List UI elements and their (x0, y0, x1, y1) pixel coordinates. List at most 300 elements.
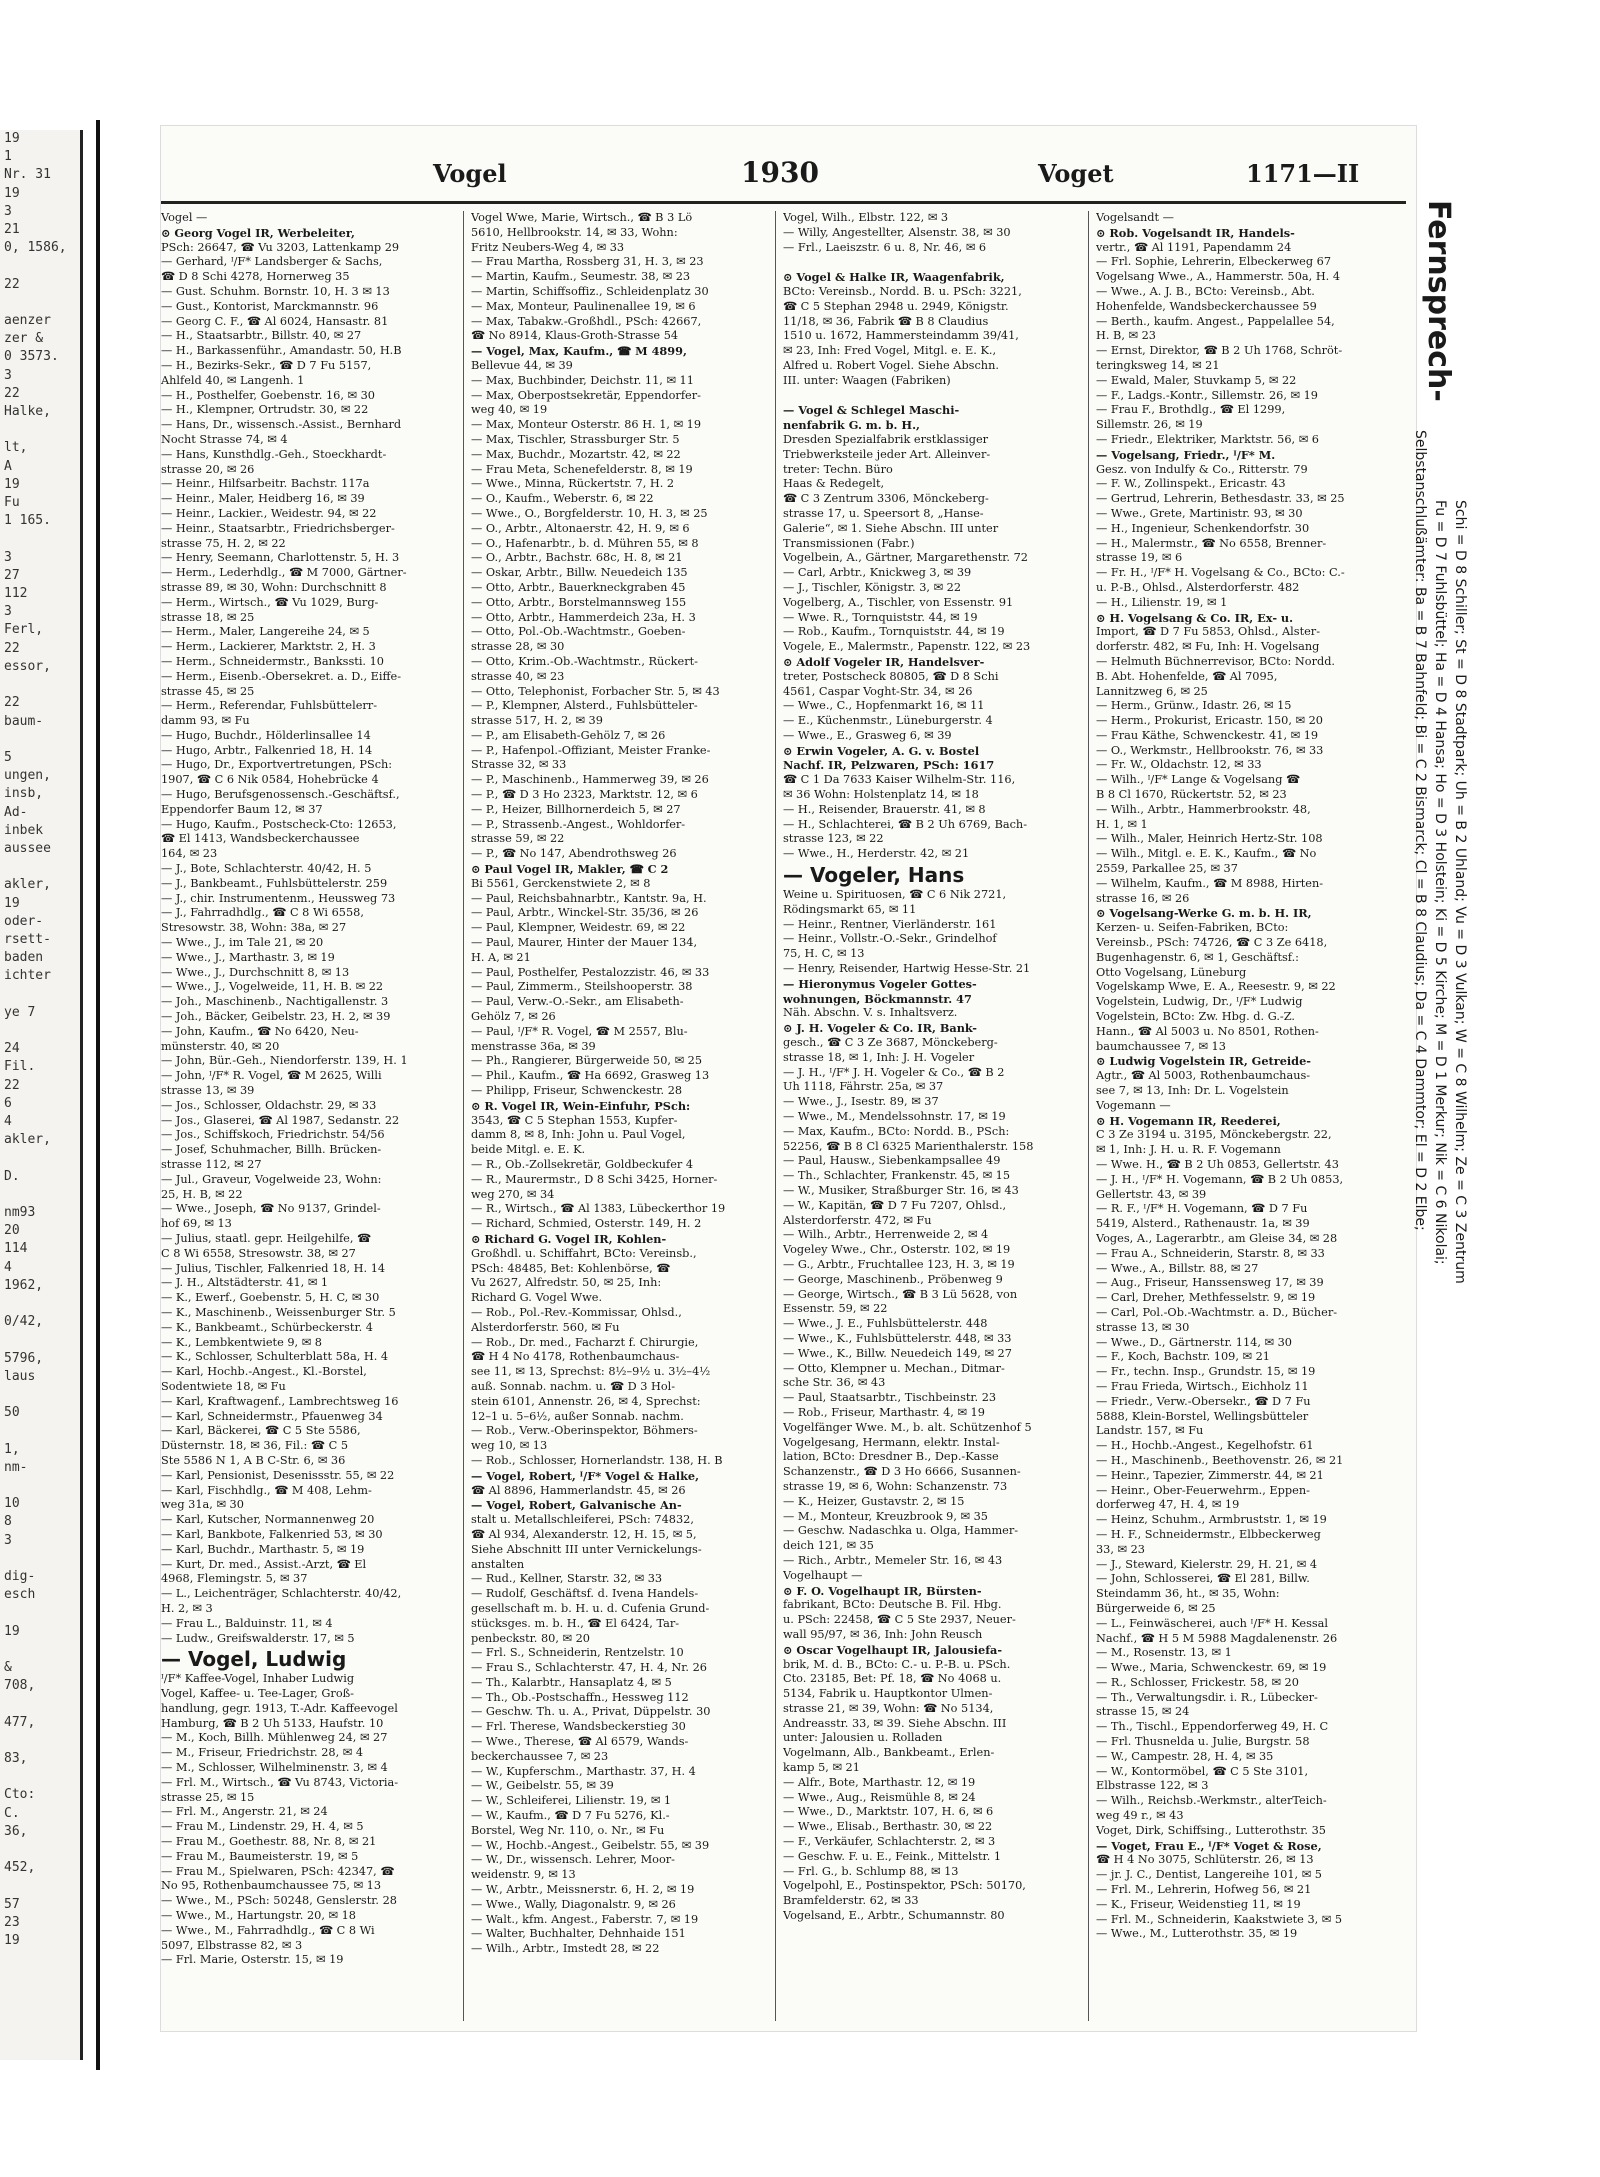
directory-entry-line: — Wwe., Wally, Diagonalstr. 9, ✉ 26 (471, 1897, 676, 1911)
side-title: Fernsprech- (1421, 200, 1456, 402)
directory-entry-line: — Friedr., Verw.-Obersekr., ☎ D 7 Fu (1096, 1394, 1311, 1408)
directory-entry-line: ⊙ Rob. Vogelsandt IR, Handels- (1096, 225, 1295, 240)
directory-entry-line: ⊙ Erwin Vogeler, A. G. v. Bostel (783, 743, 980, 758)
directory-entry-line: Triebwerksteile jeder Art. Alleinver- (783, 447, 991, 461)
directory-entry-line: treter, Postscheck 80805, ☎ D 8 Schi (783, 669, 999, 683)
adjacent-page-fragment: Nr. 31 (4, 167, 51, 183)
directory-entry-line: — Rob., Friseur, Marthastr. 4, ✉ 19 (783, 1405, 985, 1419)
directory-entry-line: — Wwe., M., Lutterothstr. 35, ✉ 19 (1096, 1927, 1298, 1941)
directory-entry-line: ⊙ Ludwig Vogelstein IR, Getreide- (1096, 1054, 1311, 1069)
directory-entry-line: — J. H., ᴵ/F* H. Vogemann, ☎ B 2 Uh 0853, (1096, 1172, 1344, 1186)
directory-entry-line: ⊙ H. Vogemann IR, Reederei, (1096, 1113, 1281, 1128)
directory-entry-line: — Frl. S., Schneiderin, Rentzelstr. 10 (471, 1646, 684, 1660)
directory-entry-line: Bi 5561, Gerckenstwiete 2, ✉ 8 (471, 876, 651, 890)
directory-entry-line: — Wwe., K., Billw. Neuedeich 149, ✉ 27 (783, 1346, 1012, 1360)
directory-entry-line: — Walter, Buchhalter, Dehnhaide 151 (471, 1927, 686, 1941)
directory-entry-line: — Wwe., Grete, Martinistr. 93, ✉ 30 (1096, 506, 1303, 520)
directory-entry-line: — M., Schlosser, Wilhelminenstr. 3, ✉ 4 (161, 1761, 388, 1775)
directory-entry-line: 4968, Flemingstr. 5, ✉ 37 (161, 1572, 308, 1586)
adjacent-page-fragment: 22 (4, 1077, 20, 1093)
adjacent-page-fragment: & (4, 1660, 12, 1676)
directory-entry-line: Vogel — (161, 211, 208, 224)
directory-entry-line: — Hugo, Arbtr., Falkenried 18, H. 14 (161, 743, 373, 757)
directory-entry-line: Schanzenstr., ☎ D 3 Ho 6666, Susannen- (783, 1465, 1021, 1479)
adjacent-page-fragment (0, 1604, 80, 1622)
adjacent-page-fragment: 21 (4, 222, 20, 238)
directory-entry-line: Alsterdorferstr. 472, ✉ Fu (783, 1213, 932, 1227)
directory-entry-line: — Otto, Arbtr., Hammerdeich 23a, H. 3 (471, 610, 696, 624)
directory-entry-line: strasse 89, ✉ 30, Wohn: Durchschnitt 8 (161, 580, 387, 594)
directory-entry-line: — Alfr., Bote, Marthastr. 12, ✉ 19 (783, 1775, 976, 1789)
directory-entry-line: — Frl., Laeiszstr. 6 u. 8, Nr. 46, ✉ 6 (783, 240, 987, 254)
directory-entry-line: — Wwe., Elisab., Berthastr. 30, ✉ 22 (783, 1820, 993, 1834)
directory-entry-line: — Wwe., Therese, ☎ Al 6579, Wands- (471, 1735, 689, 1749)
directory-entry-line: PSch: 48485, Bet: Kohlenbörse, ☎ (471, 1261, 671, 1275)
adjacent-page-fragment: 23 (4, 1914, 20, 1930)
directory-entry-line: Agtr., ☎ Al 5003, Rothenbaumchaus- (1096, 1069, 1311, 1083)
directory-entry-line: — J. H., ᴵ/F* J. H. Vogeler & Co., ☎ B 2 (783, 1065, 1005, 1079)
directory-entry-line: — Wwe., E., Grasweg 6, ✉ 39 (783, 728, 952, 742)
directory-entry-line: — W., Kapitän, ☎ D 7 Fu 7207, Ohlsd., (783, 1198, 1007, 1212)
directory-entry-line: — Frl. M., Schneiderin, Kaakstwiete 3, ✉ 5 (1096, 1912, 1343, 1926)
directory-entry-line: treter: Techn. Büro (783, 462, 893, 476)
directory-entry-line: — Wwe., M., PSch: 50248, Genslerstr. 28 (161, 1894, 397, 1908)
directory-entry-line: H. 1, ✉ 1 (1096, 817, 1148, 831)
directory-entry-line: Lannitzweg 6, ✉ 25 (1096, 684, 1208, 698)
directory-entry-line: — Heinr., Rentner, Vierländerstr. 161 (783, 917, 997, 931)
directory-entry-line: — Herm., Prokurist, Ericastr. 150, ✉ 20 (1096, 714, 1323, 728)
adjacent-page-fragment: 112 (4, 586, 28, 602)
directory-entry-line: Hann., ☎ Al 5003 u. No 8501, Rothen- (1096, 1024, 1319, 1038)
directory-entry-line: — Wwe., O., Borgfelderstr. 10, H. 3, ✉ 25 (471, 506, 708, 520)
directory-entry-line: — Willy, Angestellter, Alsenstr. 38, ✉ 30 (783, 225, 1011, 239)
directory-entry-line: — P., Strassenb.-Angest., Wohldorfer- (471, 817, 686, 831)
directory-entry-line: B 8 Cl 1670, Rückertstr. 52, ✉ 23 (1096, 788, 1287, 802)
directory-entry-line: — Herm., Wirtsch., ☎ Vu 1029, Burg- (161, 595, 379, 609)
directory-entry-line: — Frau S., Schlachterstr. 47, H. 4, Nr. 26 (471, 1661, 707, 1675)
directory-entry-line: — Frau Frieda, Wirtsch., Eichholz 11 (1096, 1379, 1309, 1393)
adjacent-page-fragment (0, 1331, 80, 1349)
directory-entry-line: strasse 517, H. 2, ✉ 39 (471, 714, 603, 728)
adjacent-page-fragment: dig- (4, 1569, 36, 1585)
adjacent-page-fragment: aussee (4, 840, 51, 856)
adjacent-page-fragment: 8 (4, 1514, 12, 1530)
directory-entry-line: 5610, Hellbrookstr. 14, ✉ 33, Wohn: (471, 225, 678, 239)
directory-entry-line: Ste 5586 N 1, A B C-Str. 6, ✉ 36 (161, 1453, 346, 1467)
directory-entry-line: — H., Barkassenführ., Amandastr. 50, H.B (161, 344, 402, 358)
directory-entry-line: strasse 16, ✉ 26 (1096, 891, 1190, 905)
directory-entry-line: — M., Koch, Billh. Mühlenweg 24, ✉ 27 (161, 1731, 388, 1745)
directory-entry-line: ☎ Al 8896, Hammerlandstr. 45, ✉ 26 (471, 1483, 686, 1497)
adjacent-page-fragment (0, 294, 80, 312)
column-1 (161, 211, 453, 2021)
directory-entry-line: — F., Koch, Bachstr. 109, ✉ 21 (1096, 1350, 1270, 1364)
directory-entry-line: — W., Kontormöbel, ☎ C 5 Ste 3101, (1096, 1764, 1309, 1778)
column-3 (783, 211, 1075, 2021)
directory-entry-line: H. 2, ✉ 3 (161, 1601, 213, 1615)
directory-entry-line: — Fr. H., ᴵ/F* H. Vogelsang & Co., BCto: C.- (1096, 566, 1345, 580)
adjacent-page-fragment (0, 858, 80, 876)
directory-entry-line: — Frau M., Lindenstr. 29, H. 4, ✉ 5 (161, 1820, 364, 1834)
adjacent-page-fragment: 36, (4, 1823, 28, 1839)
directory-entry-line: — Geschw. Th. u. A., Privat, Düppelstr. 30 (471, 1705, 711, 1719)
column-divider (463, 211, 464, 2021)
directory-entry-line: — Wilh., Reichsb.-Werkmstr., alterTeich- (1096, 1794, 1327, 1808)
directory-entry-line: Steindamm 36, ht., ✉ 35, Wohn: (1096, 1587, 1280, 1601)
directory-entry-line: damm 93, ✉ Fu (161, 714, 250, 728)
adjacent-page-fragment: ungen, (4, 768, 51, 784)
directory-entry-line: see 11, ✉ 13, Sprechst: 8½–9½ u. 3½–4½ (471, 1365, 711, 1379)
directory-entry-line: Bugenhagenstr. 6, ✉ 1, Geschäftsf.: (1096, 950, 1299, 964)
directory-entry-line: B. Abt. Hohenfelde, ☎ Al 7095, (1096, 669, 1278, 683)
adjacent-page-fragment: 27 (4, 567, 20, 583)
directory-entry-line: — R., Schlosser, Frickestr. 58, ✉ 20 (1096, 1675, 1299, 1689)
directory-entry-line: — Karl, Pensionist, Desenissstr. 55, ✉ 22 (161, 1468, 395, 1482)
directory-entry-line: — W., Schleiferei, Lilienstr. 19, ✉ 1 (471, 1794, 672, 1808)
directory-entry-line: — Wwe., K., Fuhlsbüttelerstr. 448, ✉ 33 (783, 1331, 1012, 1345)
directory-entry-line: — H. F., Schneidermstr., Elbbeckerweg (1096, 1527, 1321, 1541)
directory-entry-line: ☎ Al 934, Alexanderstr. 12, H. 15, ✉ 5, (471, 1527, 697, 1541)
adjacent-page-fragment: nm93 (4, 1204, 36, 1220)
directory-entry-line: — Carl, Dreher, Methfesselstr. 9, ✉ 19 (1096, 1291, 1316, 1305)
adjacent-page-fragment: 10 (4, 1496, 20, 1512)
directory-entry-line: damm 8, ✉ 8, Inh: John u. Paul Vogel, (471, 1128, 686, 1142)
column-2 (471, 211, 763, 2021)
directory-entry-line: sche Str. 36, ✉ 43 (783, 1376, 886, 1390)
side-margin-legend (1412, 200, 1472, 1700)
directory-entry-line: — Rob., Schlosser, Hornerlandstr. 138, H. B (471, 1453, 723, 1467)
directory-page (160, 125, 1417, 2032)
adjacent-page-fragment: zer & (4, 331, 44, 347)
adjacent-page-fragment: 22 (4, 385, 20, 401)
directory-entry-line: Weine u. Spirituosen, ☎ C 6 Nik 2721, (783, 888, 1007, 902)
directory-entry-line: nenfabrik G. m. b. H., (783, 418, 920, 433)
adjacent-page-fragment (0, 1022, 80, 1040)
entry-columns (161, 211, 1401, 2021)
directory-entry-line: — Berth., kaufm. Angest., Pappelallee 54, (1096, 314, 1335, 328)
adjacent-page-fragment: 57 (4, 1896, 20, 1912)
adjacent-page-fragment: 1962, (4, 1277, 44, 1293)
directory-entry-line: — Gertrud, Lehrerin, Bethesdastr. 33, ✉ 25 (1096, 492, 1345, 506)
directory-entry-line: — M., Monteur, Kreuzbrook 9, ✉ 35 (783, 1509, 988, 1523)
directory-entry-line: Großhdl. u. Schiffahrt, BCto: Vereinsb., (471, 1246, 697, 1260)
directory-entry-line: — Wwe. R., Tornquiststr. 44, ✉ 19 (783, 610, 978, 624)
directory-entry-line: Transmissionen (Fabr.) (783, 536, 915, 550)
directory-entry-line: — Julius, Tischler, Falkenried 18, H. 14 (161, 1261, 386, 1275)
directory-entry-line: — Heinr., Vollstr.-O.-Sekr., Grindelhof (783, 932, 997, 946)
directory-entry-line: 5419, Alsterd., Rathenaustr. 1a, ✉ 39 (1096, 1217, 1310, 1231)
directory-entry-line: — Martin, Kaufm., Seumestr. 38, ✉ 23 (471, 270, 691, 284)
directory-entry-line: — Heinr., Hilfsarbeitr. Bachstr. 117a (161, 477, 370, 491)
directory-entry-line: Vogelhaupt — (783, 1568, 863, 1582)
directory-entry-line: — Wwe., J., im Tale 21, ✉ 20 (161, 936, 324, 950)
adjacent-page-fragment: 83, (4, 1751, 28, 1767)
directory-entry-line: Ahlfeld 40, ✉ Langenh. 1 (161, 373, 305, 387)
directory-entry-line: — Wwe., C., Hopfenmarkt 16, ✉ 11 (783, 699, 985, 713)
directory-entry-line: — Karl, Bankbote, Falkenried 53, ✉ 30 (161, 1527, 383, 1541)
adjacent-page-fragment: rsett- (4, 931, 51, 947)
directory-entry-line: 52256, ☎ B 8 Cl 6325 Marienthalerstr. 158 (783, 1139, 1034, 1153)
directory-entry-line: H. A, ✉ 21 (471, 950, 531, 964)
directory-entry-line: BCto: Vereinsb., Nordd. B. u. PSch: 3221, (783, 284, 1022, 298)
directory-entry-line: 25, H. B, ✉ 22 (161, 1187, 243, 1201)
directory-entry-line: — Paul, Hausw., Siebenkampsallee 49 (783, 1154, 1001, 1168)
directory-entry-line: — Herm., Referendar, Fuhlsbüttelerr- (161, 699, 378, 713)
directory-entry-line: — Wwe., M., Mendelssohnstr. 17, ✉ 19 (783, 1110, 1006, 1124)
directory-entry-line: — Wilhelm, Kaufm., ☎ M 8988, Hirten- (1096, 876, 1324, 890)
directory-entry-line: — O., Arbtr., Bachstr. 68c, H. 8, ✉ 21 (471, 551, 683, 565)
directory-entry-line: — Max, Monteur, Paulinenallee 19, ✉ 6 (471, 299, 696, 313)
adjacent-page-fragment: 1, (4, 1441, 20, 1457)
directory-entry-line: — Vogelsang, Friedr., ᴵ/F* M. (1096, 447, 1276, 462)
directory-entry-line: — Heinz, Schuhm., Armbruststr. 1, ✉ 19 (1096, 1513, 1327, 1527)
directory-entry-line: hof 69, ✉ 13 (161, 1217, 232, 1231)
directory-entry-line: — E., Küchenmstr., Lüneburgerstr. 4 (783, 714, 993, 728)
directory-entry-line: weg 31a, ✉ 30 (161, 1498, 244, 1512)
directory-entry-line: strasse 18, ✉ 25 (161, 610, 255, 624)
directory-entry-line: — Otto, Pol.-Ob.-Wachtmstr., Goeben- (471, 625, 686, 639)
directory-entry-line: — M., Rosenstr. 13, ✉ 1 (1096, 1646, 1232, 1660)
directory-entry-line: — Joh., Bäcker, Geibelstr. 23, H. 2, ✉ 39 (161, 1010, 391, 1024)
directory-entry-line: ⊙ Vogel & Halke IR, Waagenfabrik, (783, 270, 1005, 285)
directory-entry-line: — Paul, Klempner, Weidestr. 69, ✉ 22 (471, 921, 686, 935)
directory-entry-line: ⊙ Paul Vogel IR, Makler, ☎ C 2 (471, 862, 669, 877)
directory-entry-line: — Heinr., Staatsarbtr., Friedrichsberger- (161, 521, 395, 535)
directory-entry-line: — John, Schlosserei, ☎ El 281, Billw. (1096, 1572, 1310, 1586)
directory-entry-line: — Frau M., Baumeisterstr. 19, ✉ 5 (161, 1849, 359, 1863)
adjacent-page-fragment: 3 (4, 1532, 12, 1548)
adjacent-page-fragment: Fu (4, 495, 20, 511)
directory-entry-line: — Gust., Kontorist, Marckmannstr. 96 (161, 299, 379, 313)
directory-entry-line: wall 95/97, ✉ 36, Inh: John Reusch (783, 1627, 983, 1641)
directory-entry-line: Vogelskamp Wwe, E. A., Reesestr. 9, ✉ 22 (1096, 980, 1336, 994)
directory-entry-line: Richard G. Vogel Wwe. (471, 1291, 603, 1305)
directory-entry-line: — J., chir. Instrumentenm., Heussweg 73 (161, 891, 396, 905)
directory-entry-line: Bramfelderstr. 62, ✉ 33 (783, 1894, 919, 1908)
directory-entry-line: C 8 Wi 6558, Stresowstr. 38, ✉ 27 (161, 1246, 356, 1260)
directory-entry-line: Elbstrasse 122, ✉ 3 (1096, 1779, 1209, 1793)
directory-entry-line: — Otto, Telephonist, Forbacher Str. 5, ✉ 43 (471, 684, 720, 698)
adjacent-page-fragment: 19 (4, 131, 20, 146)
adjacent-page-fragment: inbek (4, 822, 44, 838)
directory-entry-line: — W., Musiker, Straßburger Str. 16, ✉ 43 (783, 1184, 1019, 1197)
directory-entry-line: — K., Heizer, Gustavstr. 2, ✉ 15 (783, 1494, 965, 1508)
adjacent-page-fragment: 0/42, (4, 1314, 44, 1330)
directory-entry-line: — Paul, Reichsbahnarbtr., Kantstr. 9a, H. (471, 891, 707, 905)
directory-entry-line: — H., Ingenieur, Schenkendorfstr. 30 (1096, 521, 1310, 535)
adjacent-page-fragment: 4 (4, 1113, 12, 1129)
directory-entry-line: Sodentwiete 18, ✉ Fu (161, 1379, 286, 1393)
directory-entry-line: — Wwe., Maria, Schwenckestr. 69, ✉ 19 (1096, 1661, 1327, 1675)
adjacent-page-fragment: 19 (4, 895, 20, 911)
directory-entry-line: — Frl. M., Lehrerin, Hofweg 56, ✉ 21 (1096, 1883, 1312, 1897)
directory-entry-line: Vogelsand, E., Arbtr., Schumannstr. 80 (783, 1909, 1005, 1923)
directory-entry-line: — Otto, Krim.-Ob.-Wachtmstr., Rückert- (471, 654, 698, 668)
directory-entry-line: — H., Lilienstr. 19, ✉ 1 (1096, 595, 1228, 609)
adjacent-page-fragment: 19 (4, 185, 20, 201)
directory-entry-line: — Heinr., Ober-Feuerwehrm., Eppen- (1096, 1483, 1310, 1497)
side-line-2: Fu = D 7 Fuhlsbüttel; Ha = D 4 Hansa; Ho = D 3 Holstein; Ki = D 5 Kirche; M = D 1 Merkur; Nik = C 6 Nikolai; (1432, 500, 1448, 1265)
directory-entry-line: 164, ✉ 23 (161, 847, 218, 861)
directory-entry-line: — Vogel, Max, Kaufm., ☎ M 4899, (471, 344, 687, 359)
adjacent-page-fragment: Fil. (4, 1059, 36, 1075)
directory-entry-line: münsterstr. 40, ✉ 20 (161, 1039, 280, 1053)
directory-entry-line: — Otto, Arbtr., Borstelmannsweg 155 (471, 595, 687, 609)
directory-entry-line: III. unter: Waagen (Fabriken) (783, 373, 951, 387)
directory-entry-line: Vu 2627, Alfredstr. 50, ✉ 25, Inh: (471, 1276, 662, 1290)
directory-entry-line: Import, ☎ D 7 Fu 5853, Ohlsd., Alster- (1096, 625, 1321, 639)
directory-entry-line: strasse 45, ✉ 25 (161, 684, 255, 698)
directory-entry-line: — L., Leichenträger, Schlachterstr. 40/42, (161, 1587, 402, 1601)
directory-entry-line: — jr. J. C., Dentist, Langereihe 101, ✉ 5 (1096, 1868, 1322, 1882)
directory-entry-line: PSch: 26647, ☎ Vu 3203, Lattenkamp 29 (161, 240, 400, 254)
directory-entry-line: — Voget, Frau E., ᴵ/F* Voget & Rose, (1096, 1838, 1322, 1853)
directory-entry-line: — Ewald, Maler, Stuvkamp 5, ✉ 22 (1096, 373, 1297, 387)
directory-entry-line: — Heinr., Tapezier, Zimmerstr. 44, ✉ 21 (1096, 1468, 1324, 1482)
adjacent-page-fragment: 3 (4, 549, 12, 565)
adjacent-page-fragment: 3 (4, 367, 12, 383)
adjacent-page-fragment (0, 1878, 80, 1896)
directory-entry-line: — George, Wirtsch., ☎ B 3 Lü 5628, von (783, 1287, 1018, 1301)
adjacent-page-fragment (0, 1550, 80, 1568)
directory-entry-line: — Frau Käthe, Schwenckestr. 41, ✉ 19 (1096, 728, 1319, 742)
directory-entry-line: — K., Bankbeamt., Schürbeckerstr. 4 (161, 1320, 373, 1334)
directory-entry-line: strasse 40, ✉ 23 (471, 669, 565, 683)
directory-entry-line: — Paul, ᴵ/F* R. Vogel, ☎ M 2557, Blu- (471, 1024, 688, 1038)
adjacent-page-fragment: 6 (4, 1095, 12, 1111)
header-year: 1930 (741, 156, 819, 189)
directory-entry-line: ⊙ Vogelsang-Werke G. m. b. H. IR, (1096, 906, 1312, 921)
adjacent-page-fragment (0, 1386, 80, 1404)
adjacent-page-fragment (0, 1641, 80, 1659)
directory-entry-line: 4561, Caspar Voght-Str. 34, ✉ 26 (783, 684, 973, 698)
directory-entry-line: — P., Klempner, Alsterd., Fuhlsbütteler- (471, 699, 698, 713)
adjacent-page-fragment (0, 1768, 80, 1786)
directory-entry-line: — Ph., Rangierer, Bürgerweide 50, ✉ 25 (471, 1054, 703, 1068)
directory-entry-line: — H., Reisender, Brauerstr. 41, ✉ 8 (783, 802, 986, 816)
directory-entry-line: — Paul, Staatsarbtr., Tischbeinstr. 23 (783, 1391, 997, 1405)
directory-entry-line: — Otto, Klempner u. Mechan., Ditmar- (783, 1361, 1005, 1375)
directory-entry-line: — R., Maurermstr., D 8 Schi 3425, Horner- (471, 1172, 718, 1186)
directory-entry-line: — J., Bankbeamt., Fuhlsbüttelerstr. 259 (161, 876, 388, 890)
directory-entry-line: Cto. 23185, Bet: Pf. 18, ☎ No 4068 u. (783, 1672, 1002, 1686)
directory-entry-line: — Philipp, Friseur, Schwenckestr. 28 (471, 1084, 683, 1098)
adjacent-page-fragment (0, 1295, 80, 1313)
directory-entry-line: Vogel, Kaffee- u. Tee-Lager, Groß- (161, 1687, 355, 1701)
directory-entry-line: Andreasstr. 33, ✉ 39. Siehe Abschn. III (783, 1716, 1007, 1730)
directory-entry-line: Nocht Strasse 74, ✉ 4 (161, 432, 288, 446)
header-right-keyword: Voget (1038, 159, 1114, 188)
directory-entry-line: fabrikant, BCto: Deutsche B. Fil. Hbg. (783, 1598, 1002, 1612)
directory-entry-line: — Heinr., Maler, Heidberg 16, ✉ 39 (161, 492, 365, 506)
directory-entry-line (783, 255, 1075, 270)
directory-entry-line: Alfred u. Robert Vogel. Siehe Abschn. (783, 358, 999, 372)
directory-entry-line: — Paul, Arbtr., Winckel-Str. 35/36, ✉ 26 (471, 906, 699, 920)
directory-entry-line: — K., Ewerf., Goebenstr. 5, H. C, ✉ 30 (161, 1291, 380, 1305)
directory-entry-line: — Karl, Fischhdlg., ☎ M 408, Lehm- (161, 1483, 372, 1497)
directory-entry-line: — Wilh., Arbtr., Herrenweide 2, ✉ 4 (783, 1228, 989, 1242)
directory-entry-line: — Vogel, Ludwig (161, 1647, 347, 1672)
adjacent-page-fragment: laus (4, 1368, 36, 1384)
directory-entry-line: — Jos., Schiffskoch, Friedrichstr. 54/56 (161, 1128, 385, 1142)
directory-entry-line: — Paul, Zimmerm., Steilshooperstr. 38 (471, 980, 693, 994)
directory-entry-line: see 7, ✉ 13, Inh: Dr. L. Vogelstein (1096, 1084, 1289, 1098)
header-left-keyword: Vogel (433, 159, 507, 188)
directory-entry-line: — Vogel, Robert, ᴵ/F* Vogel & Halke, (471, 1468, 700, 1483)
adjacent-page-fragment: akler, (4, 1132, 51, 1148)
directory-entry-line: — Geschw. Nadaschka u. Olga, Hammer- (783, 1524, 1019, 1538)
directory-entry-line: Haas & Redegelt, (783, 477, 885, 491)
directory-entry-line: — F. W., Zollinspekt., Ericastr. 43 (1096, 477, 1286, 491)
directory-entry-line: — W., Dr., wissensch. Lehrer, Moor- (471, 1853, 675, 1867)
directory-entry-line: — R., Ob.-Zollsekretär, Goldbeckufer 4 (471, 1158, 694, 1171)
directory-entry-line: Vogelbein, A., Gärtner, Margarethenstr. 72 (783, 551, 1028, 565)
directory-entry-line: — Wwe., Joseph, ☎ No 9137, Grindel- (161, 1202, 381, 1216)
directory-entry-line: Vogeley Wwe., Chr., Osterstr. 102, ✉ 19 (783, 1243, 1011, 1257)
directory-entry-line: Eppendorfer Baum 12, ✉ 37 (161, 802, 323, 816)
directory-entry-line: Sillemstr. 26, ✉ 19 (1096, 418, 1203, 432)
directory-entry-line: — John, Kaufm., ☎ No 6420, Neu- (161, 1024, 359, 1038)
adjacent-page-fragment: ye 7 (4, 1004, 36, 1020)
directory-entry-line: ✉ 23, Inh: Fred Vogel, Mitgl. e. E. K., (783, 344, 997, 358)
directory-entry-line: stücksges. m. b. H., ☎ El 6424, Tar- (471, 1616, 680, 1630)
directory-entry-line: — H., Maschinenb., Beethovenstr. 26, ✉ 21 (1096, 1453, 1344, 1467)
directory-entry-line: Düsternstr. 18, ✉ 36, Fil.: ☎ C 5 (161, 1439, 349, 1453)
adjacent-page-fragment: akler, (4, 877, 51, 893)
directory-entry-line: — Wwe., M., Hartungstr. 20, ✉ 18 (161, 1909, 356, 1923)
directory-entry-line: — Paul, Maurer, Hinter der Mauer 134, (471, 936, 698, 950)
directory-entry-line: — L., Feinwäscherei, auch ᴵ/F* H. Kessal (1096, 1616, 1329, 1630)
directory-entry-line: — Jul., Graveur, Vogelweide 23, Wohn: (161, 1172, 382, 1186)
directory-entry-line: beide Mitgl. e. E. K. (471, 1143, 586, 1157)
directory-entry-line: — Wwe., J., Durchschnitt 8, ✉ 13 (161, 965, 350, 979)
directory-entry-line: — Max, Buchdr., Mozartstr. 42, ✉ 22 (471, 447, 681, 461)
directory-entry-line: — Frl. M., Wirtsch., ☎ Vu 8743, Victoria- (161, 1775, 399, 1789)
directory-entry-line: strasse 123, ✉ 22 (783, 832, 884, 846)
directory-entry-line: — Wwe., A. J. B., BCto: Vereinsb., Abt. (1096, 284, 1315, 298)
adjacent-page-fragment: 452, (4, 1860, 36, 1876)
directory-entry-line: handlung, gegr. 1913, T.-Adr. Kaffeevogel (161, 1701, 398, 1715)
directory-entry-line: — Frau F., Brothdlg., ☎ El 1299, (1096, 403, 1286, 417)
directory-entry-line: — Wwe., Aug., Reismühle 8, ✉ 24 (783, 1790, 976, 1804)
directory-entry-line: weg 40, ✉ 19 (471, 403, 548, 417)
adjacent-page-fragment: D. (4, 1168, 20, 1184)
directory-entry-line: — H., Malermstr., ☎ No 6558, Brenner- (1096, 536, 1327, 550)
directory-entry-line: — Josef, Schuhmacher, Billh. Brücken- (161, 1143, 382, 1157)
directory-entry-line: — H., Bezirks-Sekr., ☎ D 7 Fu 5157, (161, 358, 372, 372)
directory-entry-line: Vogelgesang, Hermann, elektr. Instal- (783, 1435, 1000, 1449)
directory-entry-line: C 3 Ze 3194 u. 3195, Mönckebergstr. 22, (1096, 1128, 1332, 1142)
adjacent-page-fragment: Halke, (4, 404, 51, 420)
directory-entry-line: — Carl, Arbtr., Knickweg 3, ✉ 39 (783, 566, 972, 580)
column-divider (775, 211, 776, 2021)
adjacent-page-fragment: nm- (4, 1459, 28, 1475)
adjacent-page-fragment: aenzer (4, 313, 51, 329)
directory-entry-line: ᴵ/F* Kaffee-Vogel, Inhaber Ludwig (161, 1672, 355, 1686)
adjacent-page-fragment: 3 (4, 203, 12, 219)
directory-entry-line: — K., Maschinenb., Weissenburger Str. 5 (161, 1305, 396, 1319)
directory-entry-line: — Rob., Pol.-Rev.-Kommissar, Ohlsd., (471, 1305, 682, 1319)
directory-entry-line: — H., Schlachterei, ☎ B 2 Uh 6769, Bach- (783, 817, 1028, 831)
directory-entry-line: — Frl. Sophie, Lehrerin, Elbeckerweg 67 (1096, 255, 1332, 269)
adjacent-page-fragment: 477, (4, 1714, 36, 1730)
directory-entry-line: strasse 20, ✉ 26 (161, 462, 255, 476)
directory-entry-line: Bürgerweide 6, ✉ 25 (1096, 1601, 1216, 1615)
directory-entry-line: — Ernst, Direktor, ☎ B 2 Uh 1768, Schröt- (1096, 344, 1343, 358)
directory-entry-line: 2559, Parkallee 25, ✉ 37 (1096, 862, 1238, 876)
directory-entry-line: — Gust. Schuhm. Bornstr. 10, H. 3 ✉ 13 (161, 284, 390, 298)
directory-entry-line: ☎ H 4 No 4178, Rothenbaumchaus- (471, 1350, 680, 1364)
